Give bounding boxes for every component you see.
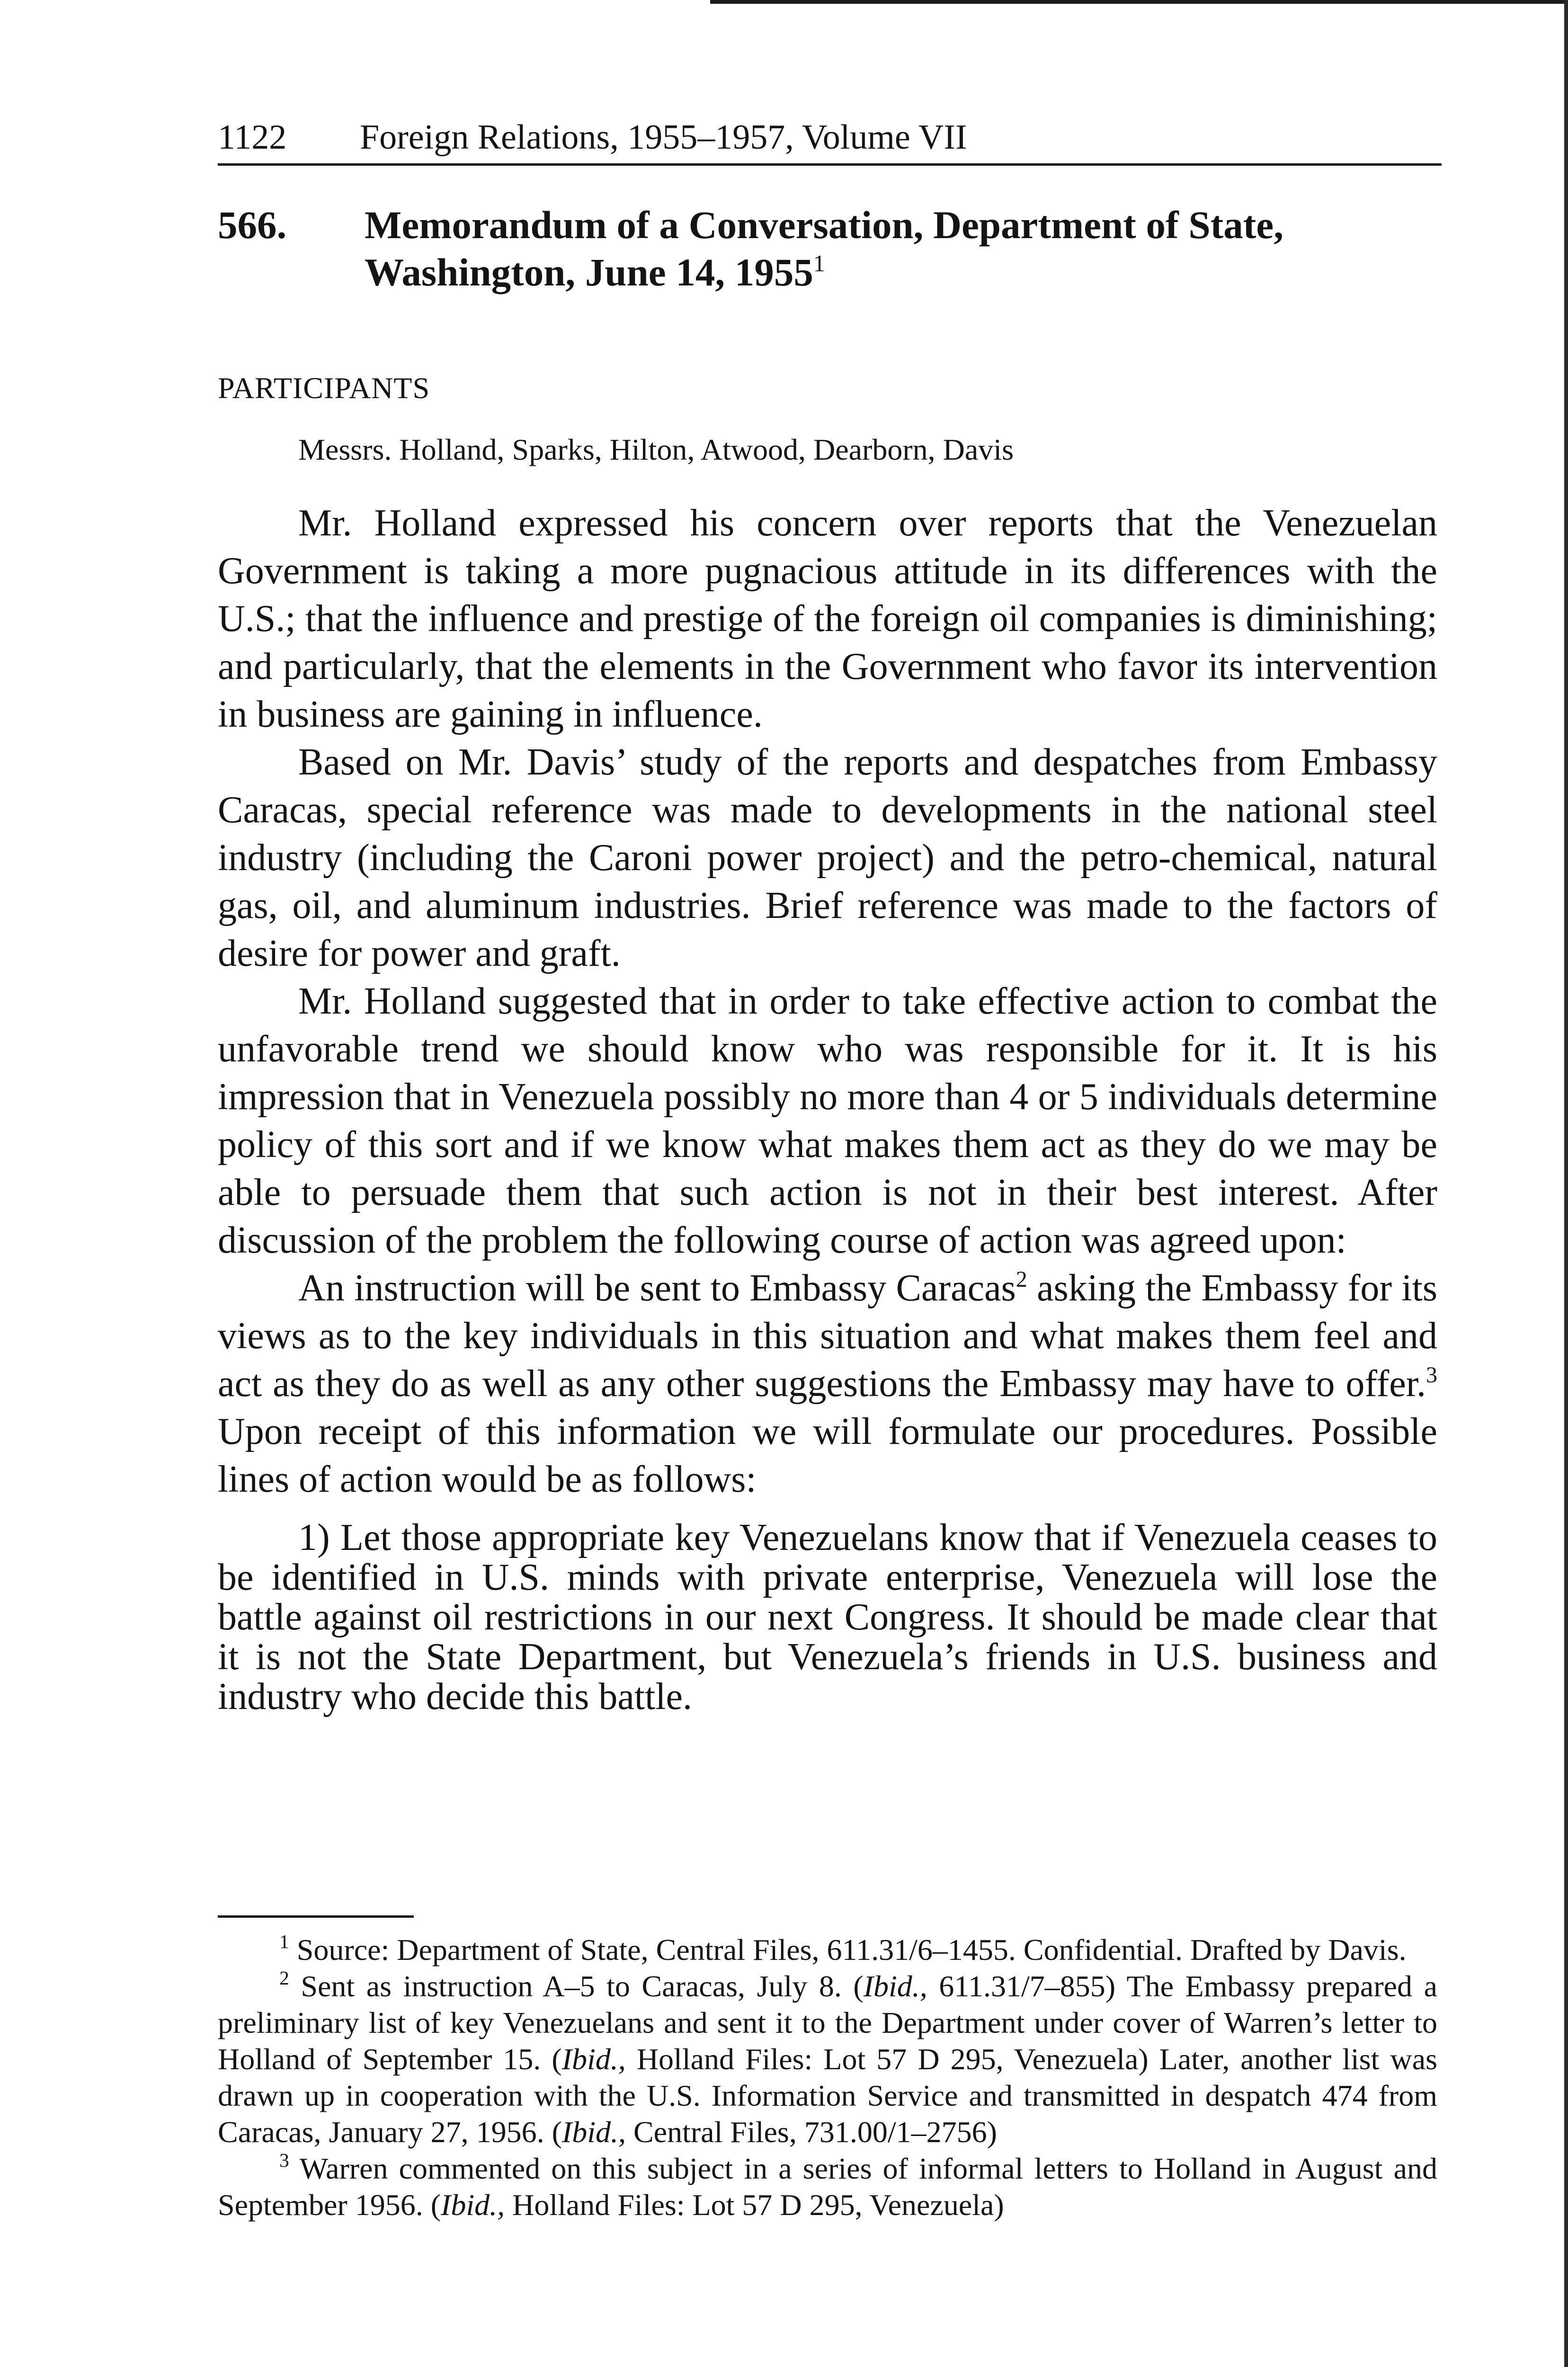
paragraph [218,1264,1437,1504]
footnote-text: Warren commented on this subject in a series of informal letters to Holland in August and September 1956. ( [218,2152,1437,2222]
footnote-text: Source: Department of State, Central Files, 611.31/6–1455. Confidential. Drafted by Davis. [289,1933,1407,1967]
footnote-text: 611.31/7–855) The Embassy prepared a preliminary list of key Venezuelans and sent it to the Department under cover of Warren’s letter to Holland of September 15. ( [218,1969,1438,2076]
running-head [218,114,1442,166]
scan-border-right [1564,0,1568,2367]
paragraph-text: An instruction will be sent to Embassy Caracas [298,1267,1016,1309]
footnote-3 [218,2150,1437,2223]
footnote-1 [218,1931,1437,1968]
footnote-text: Holland Files: Lot 57 D 295, Venezuela) [505,2188,1004,2222]
footnote-marker: 3 [279,2149,289,2171]
paragraph: Based on Mr. Davis’ study of the reports and despatches from Embassy Caracas, special reference was made to developments in the national steel industry (including the Caroni power project) and the petro-chemical, natural gas, oil, and aluminum industries. Brief reference was made to the factors of desire for power and graft. [218,741,1437,974]
footnote-divider [218,1915,414,1918]
paragraph-text: Upon receipt of this information we will formulate our procedures. Possible lines of action would be as follows: [218,1411,1437,1500]
paragraph-text: asking the Embassy for its views as to the key individuals in this situation and what makes them feel and act as they do as well as any other suggestions the Embassy may have to offer. [218,1267,1438,1405]
document-title-text: Memorandum of a Conversation, Department of State, Washington, June 14, 1955 [365,203,1283,294]
memorandum-body [218,499,1437,1717]
paragraph: Mr. Holland expressed his concern over reports that the Venezuelan Government is taking a more pugnacious attitude in its differences with the U.S.; that the influence and prestige of the foreign oil companies is diminishing; and particularly, that the elements in the Government who favor its intervention in business are gaining in influence. [218,502,1437,735]
document-heading [218,201,1449,296]
footnote-ref[interactable]: 3 [1426,1362,1437,1388]
scan-border-top [710,0,1568,4]
paragraph: Mr. Holland suggested that in order to take effective action to combat the unfavorable trend we should know who was responsible for it. It is his impression that in Venezuela possibly no more than 4 or 5 individuals determine policy of this sort and if we know what makes them act as they do we may be able to persuade them that such action is not in their best interest. After discussion of the problem the following course of action was agreed upon: [218,980,1437,1261]
footnote-marker: 1 [279,1931,289,1953]
footnote-text: Sent as instruction A–5 to Caracas, July 8. ( [289,1969,864,2003]
footnote-ref[interactable]: 1 [813,250,825,277]
citation-ibid: Ibid., [561,2115,626,2149]
citation-ibid: Ibid., [441,2188,505,2222]
footnote-text: Holland Files: Lot 57 D 295, Venezuela) Later, another list was drawn up in cooperation with the U.S. Information Service and transmitted in despatch 474 from Caracas, January 27, 1956. ( [218,2042,1438,2149]
footnote-ref[interactable]: 2 [1016,1267,1027,1292]
page-number: 1122 [218,118,287,157]
document-number: 566. [218,203,287,247]
footnotes [218,1931,1437,2223]
action-item: 1) Let those appropriate key Venezuelans know that if Venezuela ceases to be identified in U.S. minds with private enterprise, Venezuela will lose the battle against oil restrictions in our next Congress. It should be made clear that it is not the State Department, but Venezuela’s friends in U.S. business and industry who decide this battle. [218,1517,1437,1717]
citation-ibid: Ibid., [863,1969,927,2003]
participants-label: PARTICIPANTS [218,371,430,405]
participants-names: Messrs. Holland, Sparks, Hilton, Atwood, Dearborn, Davis [298,433,1014,466]
document-title [365,201,1444,296]
footnote-2 [218,1968,1437,2150]
volume-title: Foreign Relations, 1955–1957, Volume VII [360,118,967,157]
footnote-text: Central Files, 731.00/1–2756) [625,2115,997,2149]
citation-ibid: Ibid., [561,2042,626,2076]
footnote-marker: 2 [279,1967,289,1989]
